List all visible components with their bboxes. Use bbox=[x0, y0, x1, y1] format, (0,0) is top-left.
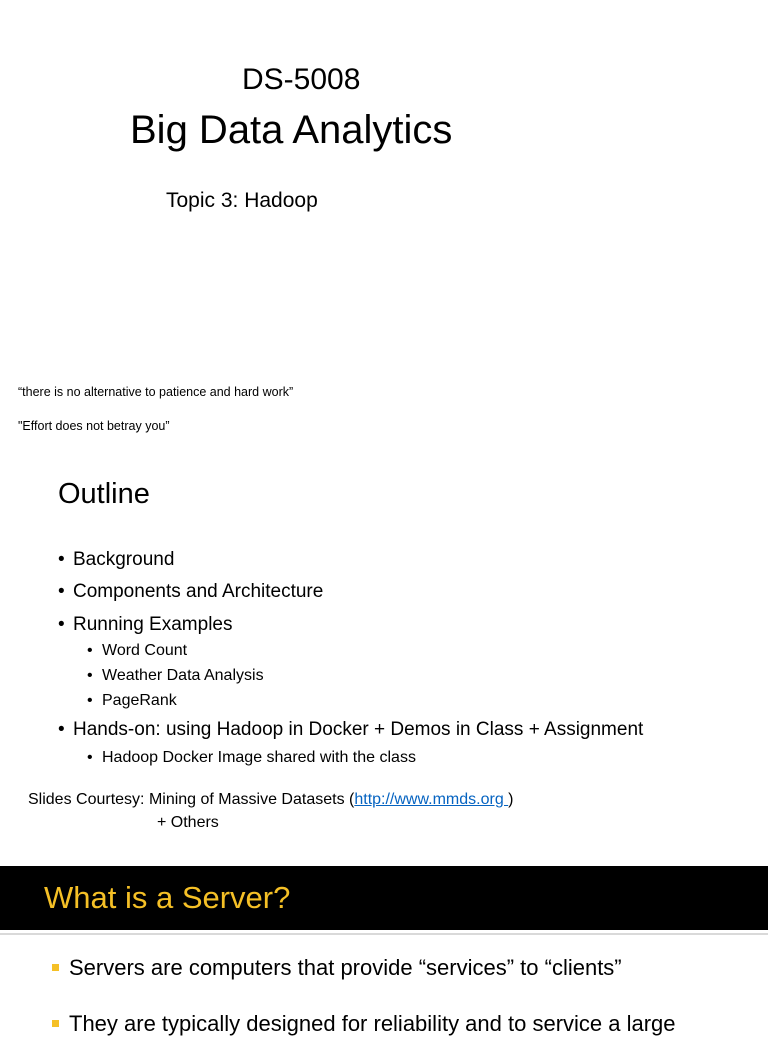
slide-title: Big Data Analytics bbox=[130, 108, 453, 152]
outline-title: Outline bbox=[58, 478, 150, 510]
server-bullet-services bbox=[52, 954, 622, 982]
server-bullet-reliability bbox=[52, 1010, 676, 1038]
outline-bullet-components: • Components and Architecture bbox=[58, 580, 323, 604]
server-bullet-text: They are typically designed for reliability and to service a large bbox=[69, 1011, 676, 1036]
course-code: DS-5008 bbox=[242, 63, 361, 96]
title-divider bbox=[0, 933, 768, 935]
slides-courtesy bbox=[28, 790, 514, 810]
outline-bullet-background: • Background bbox=[58, 548, 174, 572]
server-title-bar bbox=[0, 866, 768, 930]
courtesy-others: + Others bbox=[157, 814, 219, 831]
outline-sub-weather: • Weather Data Analysis bbox=[87, 666, 264, 686]
quote-effort: "Effort does not betray you” bbox=[18, 419, 170, 433]
outline-bullet-running-examples: • Running Examples bbox=[58, 613, 232, 637]
mmds-link[interactable]: http://www.mmds.org bbox=[354, 791, 509, 808]
outline-sub-pagerank: • PageRank bbox=[87, 691, 177, 711]
square-bullet-icon bbox=[52, 1020, 59, 1027]
outline-bullet-hands-on: • Hands-on: using Hadoop in Docker + Demos in Class + Assignment bbox=[58, 718, 643, 742]
outline-sub-word-count: • Word Count bbox=[87, 641, 187, 661]
server-slide-title: What is a Server? bbox=[44, 880, 291, 915]
courtesy-suffix: ) bbox=[508, 791, 514, 808]
square-bullet-icon bbox=[52, 964, 59, 971]
topic-subtitle: Topic 3: Hadoop bbox=[166, 189, 318, 212]
quote-patience: “there is no alternative to patience and hard work” bbox=[18, 385, 294, 399]
courtesy-prefix: Slides Courtesy: Mining of Massive Datasets ( bbox=[28, 791, 355, 808]
outline-sub-docker-image: • Hadoop Docker Image shared with the class bbox=[87, 748, 416, 768]
server-bullet-text: Servers are computers that provide “services” to “clients” bbox=[69, 955, 622, 980]
